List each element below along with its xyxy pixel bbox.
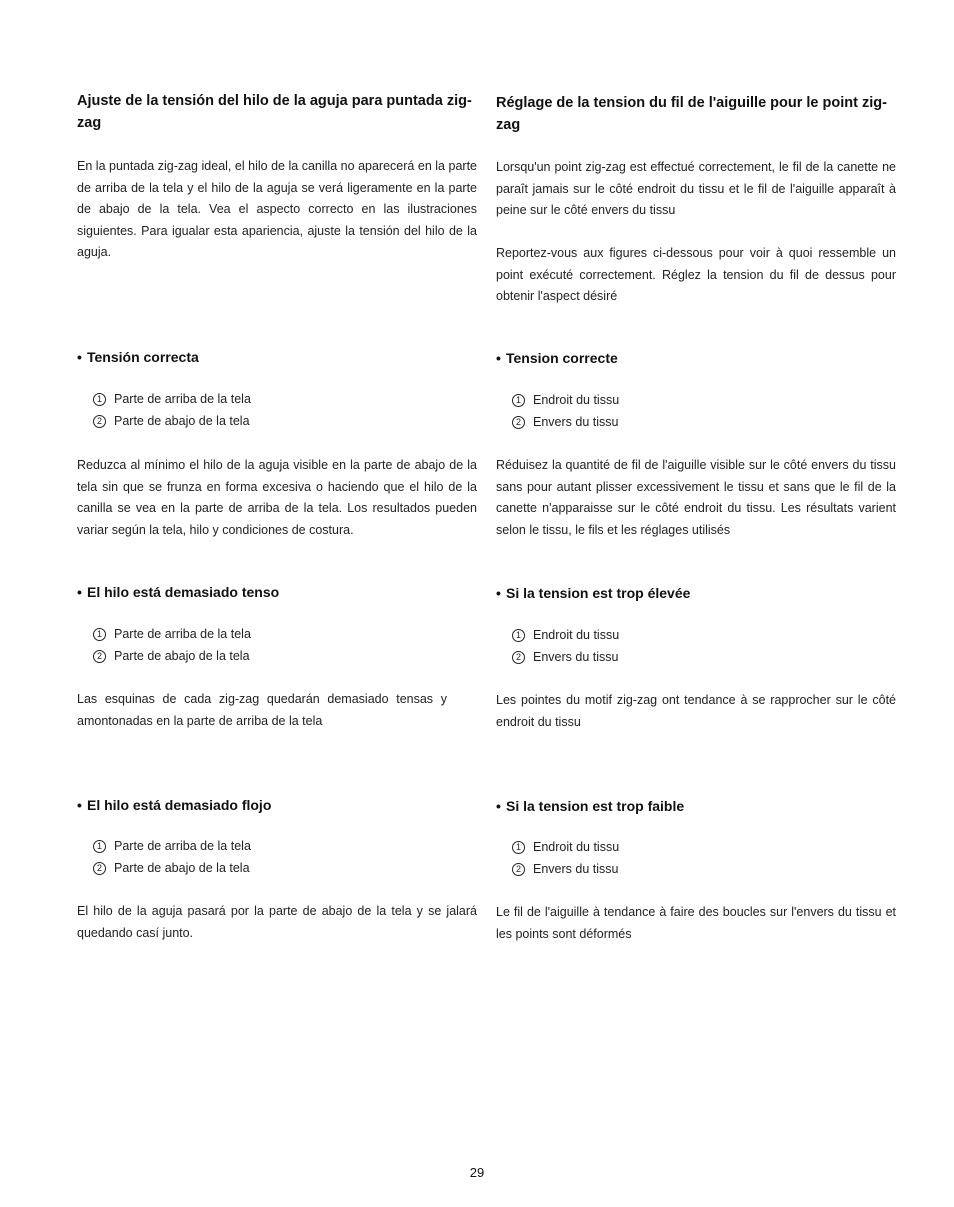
french-intro-2: Reportez-vous aux figures ci-dessous pour voir à quoi ressemble un point exécuté correctement. Réglez la tension du fil de dessus pour obtenir l'aspect désiré [496, 246, 896, 303]
french-column [496, 0, 896, 1207]
list-item: 1 Endroit du tissu [512, 390, 892, 412]
french-section-2-text: Les pointes du motif zig-zag ont tendance à se rapprocher sur le côté endroit du tissu [496, 693, 896, 729]
circled-number-icon: 2 [512, 416, 525, 429]
list-item: 2 Envers du tissu [512, 859, 892, 881]
bullet-icon: • [496, 798, 501, 814]
bullet-icon: • [77, 349, 82, 365]
circled-number-icon: 1 [93, 628, 106, 641]
list-item: 2 Parte de abajo de la tela [93, 411, 473, 433]
spanish-section-2-text: Las esquinas de cada zig-zag quedarán demasiado tensas y amontonadas en la parte de arriba de la tela [77, 692, 447, 728]
circled-number-icon: 2 [512, 651, 525, 664]
list-item: 1 Parte de arriba de la tela [93, 624, 473, 646]
spanish-section-heading-3: • El hilo está demasiado flojo [77, 797, 272, 813]
circled-number-icon: 2 [93, 415, 106, 428]
circled-number-icon: 2 [93, 650, 106, 663]
circled-number-icon: 1 [512, 841, 525, 854]
french-section-1-text: Réduisez la quantité de fil de l'aiguille visible sur le côté envers du tissu sans pour autant plisser excessivement le tissu et sans que le fil de la canette n'apparaisse sur le côté endroit du tissu. Les résultats varient selon le tissu, le fils et les réglages utilisés [496, 458, 896, 537]
spanish-section-3-items [93, 836, 473, 879]
french-section-heading-3: • Si la tension est trop faible [496, 798, 685, 814]
list-item: 1 Endroit du tissu [512, 625, 892, 647]
french-title: Réglage de la tension du fil de l'aiguille pour le point zig-zag [496, 95, 887, 133]
list-item: 1 Endroit du tissu [512, 837, 892, 859]
french-section-3-items [512, 837, 892, 880]
spanish-title: Ajuste de la tensión del hilo de la aguja para puntada zig-zag [77, 93, 472, 131]
spanish-section-1-text: Reduzca al mínimo el hilo de la aguja visible en la parte de abajo de la tela sin que se frunza en forma excesiva o haciendo que el hilo de la canilla se vea en la parte de arriba de la tela. Los resultados pueden variar según la tela, hilo y condiciones de costura. [77, 458, 477, 537]
french-section-heading-1: • Tension correcte [496, 350, 618, 366]
spanish-column [77, 0, 477, 1207]
spanish-section-heading-2: • El hilo está demasiado tenso [77, 584, 280, 600]
spanish-intro: En la puntada zig-zag ideal, el hilo de la canilla no aparecerá en la parte de arriba de la tela y el hilo de la aguja se verá ligeramente en la parte de abajo de la tela. Vea el aspecto correcto en las ilustraciones siguientes. Para igualar esta apariencia, ajuste la tensión del hilo de la aguja. [77, 159, 477, 259]
bullet-icon: • [496, 350, 501, 366]
circled-number-icon: 2 [512, 863, 525, 876]
bullet-icon: • [496, 585, 501, 601]
list-item: 2 Envers du tissu [512, 412, 892, 434]
list-item: 2 Parte de abajo de la tela [93, 858, 473, 880]
french-section-3-text: Le fil de l'aiguille à tendance à faire des boucles sur l'envers du tissu et les points sont déformés [496, 905, 896, 941]
circled-number-icon: 1 [512, 629, 525, 642]
list-item: 2 Envers du tissu [512, 647, 892, 669]
french-intro: Lorsqu'un point zig-zag est effectué correctement, le fil de la canette ne paraît jamais sur le côté endroit du tissu et le fil de l'aiguille apparaît à peine sur le côté envers du tissu [496, 160, 896, 217]
spanish-section-1-items [93, 389, 473, 432]
circled-number-icon: 1 [512, 394, 525, 407]
spanish-section-2-items [93, 624, 473, 667]
list-item: 1 Parte de arriba de la tela [93, 389, 473, 411]
circled-number-icon: 1 [93, 840, 106, 853]
bullet-icon: • [77, 797, 82, 813]
bullet-icon: • [77, 584, 82, 600]
spanish-section-3-text: El hilo de la aguja pasará por la parte de abajo de la tela y se jalará quedando casí junto. [77, 904, 477, 940]
french-section-2-items [512, 625, 892, 668]
circled-number-icon: 1 [93, 393, 106, 406]
french-section-heading-2: • Si la tension est trop élevée [496, 585, 691, 601]
list-item: 1 Parte de arriba de la tela [93, 836, 473, 858]
spanish-section-heading-1: • Tensión correcta [77, 349, 199, 365]
french-section-1-items [512, 390, 892, 433]
page-number: 29 [469, 1165, 485, 1180]
circled-number-icon: 2 [93, 862, 106, 875]
list-item: 2 Parte de abajo de la tela [93, 646, 473, 668]
